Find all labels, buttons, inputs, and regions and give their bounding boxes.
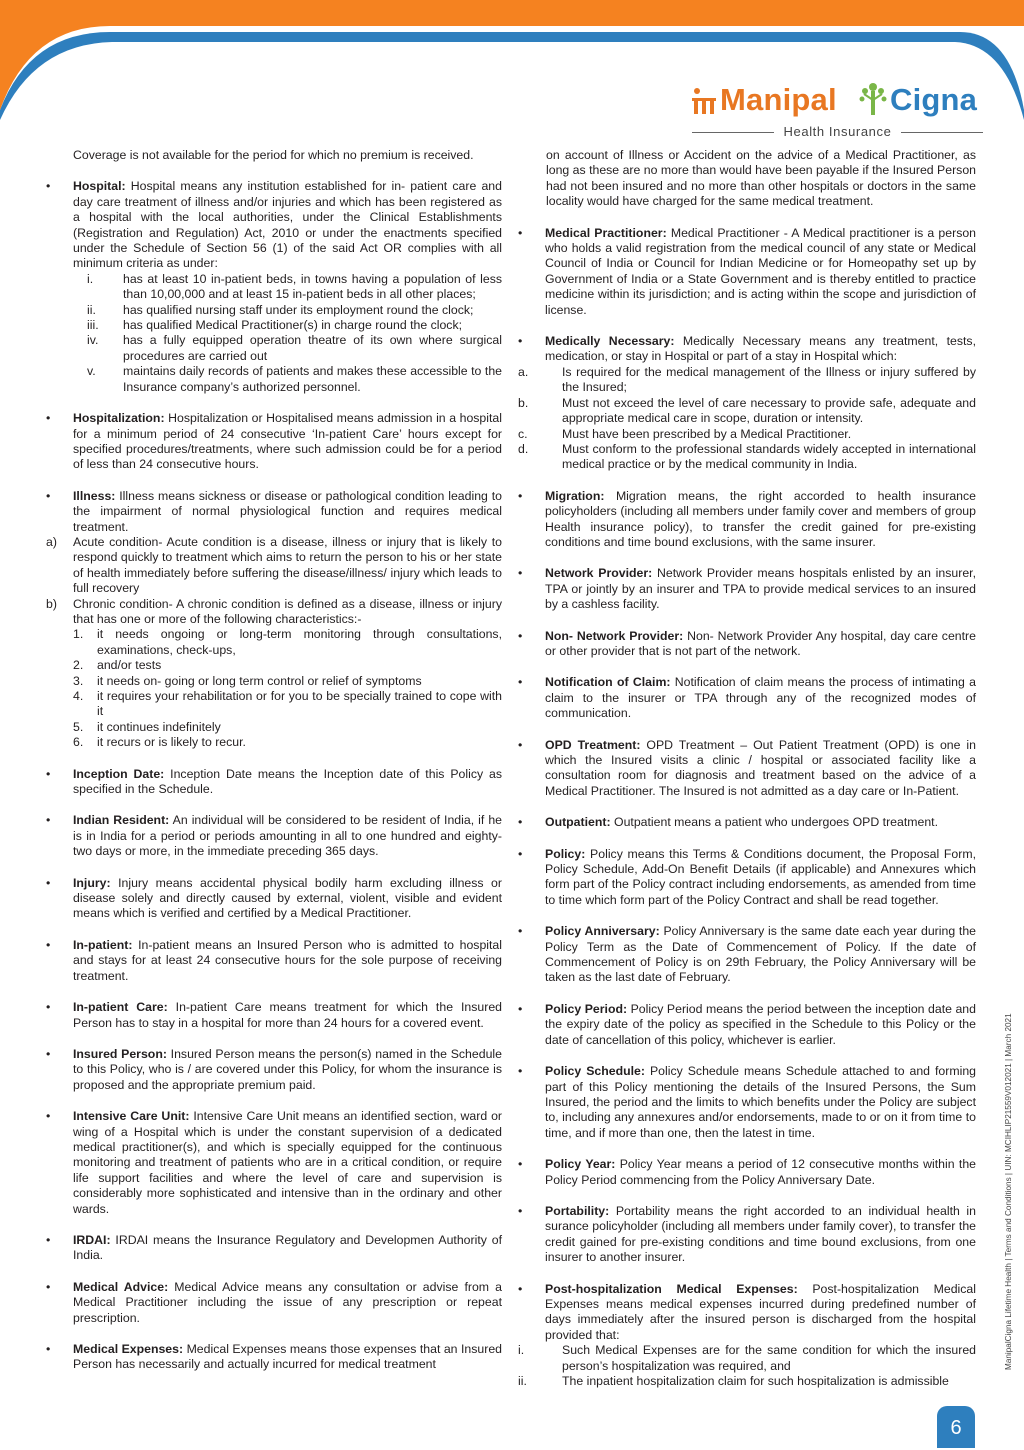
- definition-outpatient: • Outpatient: Outpatient means a patient who undergoes OPD treatment.: [518, 815, 939, 830]
- definition-inception-date: • Inception Date: Inception Date means the Inception date of this Policy as specified in the Schedule.: [46, 766, 502, 797]
- definition-insured-person: • Insured Person: Insured Person means the person(s) named in the Schedule to this Policy, who is / are covered under this Policy, for whom the insurance is proposed and the appropriate premium paid.: [46, 1046, 502, 1092]
- definition-migration: • Migration: Migration means, the right accorded to health insurance policyholders (including all members under family cover and members of group Health insurance policy), to transfer the credit gained for pre-existing conditions and time bound exclusions, with the same insurer.: [518, 488, 976, 549]
- right-column: [518, 148, 976, 1389]
- definition-hospitalization: • Hospitalization: Hospitalization or Hospitalised means admission in a hospital for a minimum period of 24 consecutive ‘In-patient Care’ hours except for specified procedures/treatments, where such admission could be for a period of less than 24 consecutive hours.: [46, 411, 502, 472]
- continued-text: on account of Illness or Accident on the advice of a Medical Practitioner, as long as these are no more than would have been payable if the Insured Person had not been insured and no more than other hospitals or doctors in the same locality would have charged for the same medical treatment.: [546, 148, 976, 209]
- logo-mark-icon: [690, 86, 718, 116]
- illness-chronic: b) Chronic condition- A chronic condition is defined as a disease, illness or injury that has one or more of the following characteristics:-: [46, 596, 502, 626]
- definition-term: Hospital:: [73, 179, 126, 194]
- list-item: i. Such Medical Expenses are for the same condition for which the insured person’s hospitalization was required, and: [518, 1343, 976, 1373]
- list-item: 4. it requires your rehabilitation or for you to be specially trained to cope with it: [73, 689, 502, 719]
- definition-medical-practitioner: • Medical Practitioner: Medical Practitioner - A Medical practitioner is a person who holds a valid registration from the medical council of any state or Medical Council of India or Council for Indian Medicine or for Homeopathy set up by Government of India or a State Government and is thereby entitled to practice medicine within its jurisdiction; and is acting within the scope and jurisdiction of license.: [518, 225, 977, 317]
- bullet-icon: •: [46, 179, 51, 194]
- hospital-criteria-list: [46, 272, 502, 395]
- definition-medical-expenses: • Medical Expenses: Medical Expenses means those expenses that an Insured Person has necessarily and actually incurred for medical treatment: [46, 1342, 502, 1372]
- list-item: c. Must have been prescribed by a Medical Practitioner.: [518, 426, 852, 441]
- manipal-cigna-logo: [690, 78, 990, 148]
- intro-text: Coverage is not available for the period for which no premium is received.: [73, 148, 474, 162]
- definition-post-hospitalization: • Post-hospitalization Medical Expenses: Post-hospitalization Medical Expenses means medical expenses incurred during predefined number of days immediately after the insured person is discharged from the hospital provided that:: [518, 1281, 976, 1342]
- list-item: 5. it continues indefinitely: [73, 719, 221, 734]
- chronic-characteristics-list: [46, 627, 502, 750]
- list-item: d. Must conform to the professional standards widely accepted in international medical practice or by the medical community in India.: [518, 441, 976, 472]
- definition-opd-treatment: • OPD Treatment: OPD Treatment – Out Patient Treatment (OPD) is one in which the Insured visits a clinic / hospital or associated facility like a consultation room for diagnosis and treatment based on the advice of a Medical Practitioner. The Insured is not admitted as a day care or In-Patient.: [518, 737, 976, 798]
- definition-in-patient: • In-patient: In-patient means an Insured Person who is admitted to hospital and stays for at least 24 consecutive hours for the sole purpose of receiving treatment.: [46, 937, 503, 983]
- list-item: 2. and/or tests: [73, 658, 162, 673]
- medically-necessary-list: [518, 365, 976, 473]
- list-item: iv. has a fully equipped operation theatre of its own where surgical procedures are carried out: [87, 333, 502, 363]
- list-item: v. maintains daily records of patients and makes these accessible to the Insurance company’s authorized personnel.: [87, 364, 502, 394]
- list-item: 1. it needs ongoing or long-term monitoring through consultations, examinations, check-ups,: [73, 627, 502, 657]
- left-column: [46, 148, 502, 1389]
- definition-medical-advice: • Medical Advice: Medical Advice means any consultation or advise from a Medical Practitioner including the issue of any prescription or repeat prescription.: [46, 1279, 502, 1325]
- definition-network-provider: • Network Provider: Network Provider means hospitals enlisted by an insurer, TPA or jointly by an insurer and TPA to provide medical services to an insured by a cashless facility.: [518, 566, 977, 612]
- definition-policy-period: • Policy Period: Policy Period means the period between the inception date and the expiry date of the policy as specified in the Schedule to this Policy or the date of cancellation of this policy, whichever is earlier.: [518, 1001, 976, 1047]
- definition-irdai: • IRDAI: IRDAI means the Insurance Regulatory and Developmen Authority of India.: [46, 1232, 503, 1263]
- list-item: iii. has qualified Medical Practitioner(s) in charge round the clock;: [87, 318, 463, 333]
- list-item: 3. it needs on- going or long term control or relief of symptoms: [73, 673, 422, 688]
- list-item: ii. The inpatient hospitalization claim for such hospitalization is admissible: [518, 1374, 949, 1388]
- tree-icon: [858, 80, 888, 116]
- list-item: ii. has qualified nursing staff under its employment round the clock;: [87, 302, 474, 317]
- definition-medically-necessary: • Medically Necessary: Medically Necessary means any treatment, tests, medication, or stay in Hospital or part of a stay in Hospital which:: [518, 334, 976, 364]
- definition-hospital: [46, 179, 502, 271]
- list-item: a. Is required for the medical management of the Illness or injury suffered by the Insured;: [518, 364, 976, 395]
- definition-policy: • Policy: Policy means this Terms & Conditions document, the Proposal Form, Policy Schedule, Add-On Benefit Details (if applicable) and Annexures which form part of the Policy contract including endorsements, as amended from time to time which form part of the Policy Contract and shall be read together.: [518, 846, 976, 907]
- logo-manipal: Manipal: [720, 82, 837, 117]
- definition-policy-year: • Policy Year: Policy Year means a period of 12 consecutive months within the Policy Period commencing from the Policy Anniversary Date.: [518, 1157, 977, 1187]
- definition-injury: • Injury: Injury means accidental physical bodily harm excluding illness or disease solely and directly caused by external, violent, visible and evident means which is verified and certified by a Medical Practitioner.: [46, 875, 502, 921]
- post-hospitalization-list: [518, 1343, 976, 1389]
- logo-cigna: Cigna: [890, 82, 978, 117]
- definition-in-patient-care: • In-patient Care: In-patient Care means treatment for which the Insured Person has to stay in a hospital for more than 24 hours for a covered event.: [46, 1000, 502, 1030]
- list-item: i. has at least 10 in-patient beds, in towns having a population of less than 10,00,000 and at least 15 in-patient beds in all other places;: [87, 271, 502, 302]
- definition-notification-of-claim: • Notification of Claim: Notification of claim means the process of intimating a claim to the insurer or TPA through any of the recognized modes of communication.: [518, 675, 976, 721]
- logo-tagline: Health Insurance: [690, 124, 985, 139]
- list-item: b. Must not exceed the level of care necessary to provide safe, adequate and appropriate medical care in scope, duration or intensity.: [518, 395, 976, 426]
- definition-text: Hospital means any institution established for in- patient care and day care treatment of illness and/or injuries and which has been registered as a hospital with the local authorities, under the Clinical Establishments (Registration and Regulation) Act, 2010 or under the enactments specified under the Schedule of Section 56 (1) of the said Act OR complies with all minimum criteria as under:: [73, 179, 502, 271]
- definition-illness: • Illness: Illness means sickness or disease or pathological condition leading to the impairment of normal physiological function and requires medical treatment.: [46, 488, 502, 534]
- document-reference-sidebar: ManipalCigna Lifetime Health | Terms and Conditions | UIN: MCIHLIP21559V012021 | March 2021: [1004, 1013, 1013, 1370]
- definition-policy-anniversary: • Policy Anniversary: Policy Anniversary is the same date each year during the Policy Term as the Date of Commencement of Policy. If the date of Commencement of Policy is on 29th February, the Policy Anniversary will be taken as the last date of February.: [518, 924, 977, 985]
- page-number: 6: [937, 1406, 975, 1448]
- list-item: 6. it recurs or is likely to recur.: [73, 735, 246, 750]
- definition-policy-schedule: • Policy Schedule: Policy Schedule means Schedule attached to and forming part of this Policy mentioning the details of the Insured Persons, the Sum Insured, the period and the limits to which benefits under the Policy are subject to, including any annexures and/or endorsements, made to or on it from time to time, and if more than one, then the latest in time.: [518, 1064, 976, 1140]
- illness-acute: a) Acute condition- Acute condition is a disease, illness or injury that is likely to respond quickly to treatment which aims to return the person to his or her state of health immediately before suffering the disease/illness/ injury which leads to full recovery: [46, 534, 502, 596]
- definition-icu: • Intensive Care Unit: Intensive Care Unit means an identified section, ward or wing of a Hospital which is under the constant supervision of a dedicated medical practitioner(s), and which is specially equipped for the continuous monitoring and treatment of patients who are in a critical condition, or require life support facilities and where the level of care and supervision is considerably more sophisticated and intensive than in the ordinary and other wards.: [46, 1109, 502, 1216]
- definition-non-network-provider: • Non- Network Provider: Non- Network Provider Any hospital, day care centre or other provider that is not part of the network.: [518, 628, 976, 658]
- definition-portability: • Portability: Portability means the right accorded to an individual health in surance policyholder (including all members under family cover), to transfer the credit gained for pre-existing conditions and time bound exclusions, from one insurer to another insurer.: [518, 1203, 977, 1265]
- definition-indian-resident: • Indian Resident: An individual will be considered to be resident of India, if he is in India for a period or periods amounting in all to one hundred and eighty-two days or more, in the immediate preceding 365 days.: [46, 813, 502, 859]
